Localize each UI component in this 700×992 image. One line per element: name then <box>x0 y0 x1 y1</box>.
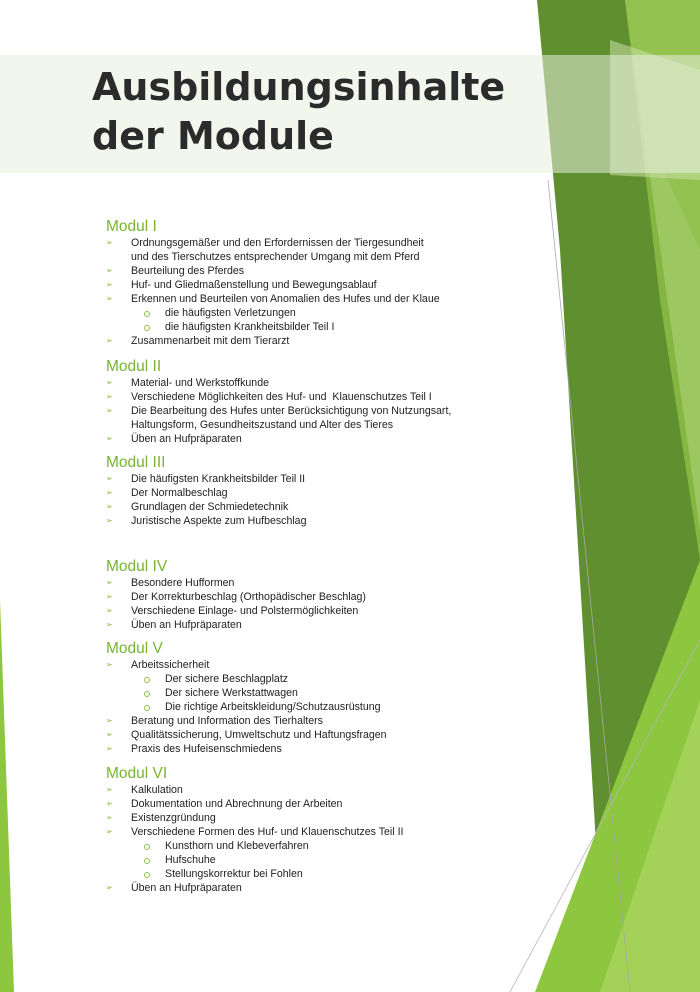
item-text: Erkennen und Beurteilen von Anomalien des Hufes und der Klaue <box>131 293 440 305</box>
module-heading: Modul IV <box>106 558 168 575</box>
item-text: Praxis des Hufeisenschmiedens <box>131 743 282 755</box>
subitem-text: die häufigsten Krankheitsbilder Teil I <box>165 321 335 333</box>
module-1 <box>106 218 526 348</box>
arrow-bullet-icon: ➢ <box>106 280 113 289</box>
arrow-bullet-icon: ➢ <box>106 516 113 525</box>
arrow-bullet-icon: ➢ <box>106 474 113 483</box>
list-item <box>106 486 526 500</box>
sub-list-item <box>131 839 526 853</box>
list-item <box>106 390 526 404</box>
list-item <box>106 334 526 348</box>
circle-bullet-icon <box>144 705 150 711</box>
module-3 <box>106 454 526 528</box>
arrow-bullet-icon: ➢ <box>106 716 113 725</box>
subitem-text: Stellungskorrektur bei Fohlen <box>165 868 303 880</box>
sub-list-item <box>131 853 526 867</box>
item-text: Die häufigsten Krankheitsbilder Teil II <box>131 473 306 485</box>
item-text: Verschiedene Formen des Huf- und Klauenschutzes Teil II <box>131 826 404 838</box>
list-item <box>106 783 526 797</box>
sub-list-item <box>131 700 526 714</box>
page-title-line-2: der Module <box>92 114 334 158</box>
item-text: Der Normalbeschlag <box>131 487 228 499</box>
list-item <box>106 811 526 825</box>
module-2 <box>106 358 526 446</box>
arrow-bullet-icon: ➢ <box>106 606 113 615</box>
sub-list-item <box>131 306 526 320</box>
list-item <box>106 658 526 714</box>
arrow-bullet-icon: ➢ <box>106 785 113 794</box>
list-item <box>106 590 526 604</box>
arrow-bullet-icon: ➢ <box>106 660 113 669</box>
module-heading: Modul III <box>106 454 166 471</box>
item-text: Material- und Werkstoffkunde <box>131 377 269 389</box>
list-item <box>106 728 526 742</box>
module-5 <box>106 640 526 756</box>
item-text: Üben an Hufpräparaten <box>131 433 242 445</box>
arrow-bullet-icon: ➢ <box>106 502 113 511</box>
circle-bullet-icon <box>144 691 150 697</box>
arrow-bullet-icon: ➢ <box>106 827 113 836</box>
circle-bullet-icon <box>144 311 150 317</box>
list-item <box>106 236 526 264</box>
item-text: Dokumentation und Abrechnung der Arbeiten <box>131 798 343 810</box>
arrow-bullet-icon: ➢ <box>106 730 113 739</box>
list-item <box>106 500 526 514</box>
sub-list-item <box>131 672 526 686</box>
arrow-bullet-icon: ➢ <box>106 813 113 822</box>
item-text: Haltungsform, Gesundheitszustand und Alter des Tieres <box>131 419 394 431</box>
arrow-bullet-icon: ➢ <box>106 592 113 601</box>
module-4 <box>106 558 526 632</box>
module-6 <box>106 765 526 895</box>
item-text: Existenzgründung <box>131 812 216 824</box>
list-item <box>106 576 526 590</box>
module-heading: Modul V <box>106 640 163 657</box>
list-item <box>106 618 526 632</box>
list-item <box>106 881 526 895</box>
item-text: Kalkulation <box>131 784 183 796</box>
arrow-bullet-icon: ➢ <box>106 392 113 401</box>
item-text: Beurteilung des Pferdes <box>131 265 245 277</box>
subitem-text: Der sichere Beschlagplatz <box>165 673 289 685</box>
facet-left-edge <box>0 600 14 992</box>
list-item <box>106 514 526 528</box>
sub-list-item <box>131 320 526 334</box>
arrow-bullet-icon: ➢ <box>106 883 113 892</box>
list-item <box>106 264 526 278</box>
list-item <box>106 825 526 881</box>
item-text: Qualitätssicherung, Umweltschutz und Haftungsfragen <box>131 729 387 741</box>
item-text: Besondere Hufformen <box>131 577 235 589</box>
sub-list-item <box>131 686 526 700</box>
list-item <box>106 714 526 728</box>
module-heading: Modul I <box>106 218 157 235</box>
list-item <box>106 292 526 334</box>
arrow-bullet-icon: ➢ <box>106 488 113 497</box>
list-item <box>106 376 526 390</box>
arrow-bullet-icon: ➢ <box>106 620 113 629</box>
list-item <box>106 432 526 446</box>
page-title <box>92 63 505 161</box>
item-text: Grundlagen der Schmiedetechnik <box>131 501 289 513</box>
subitem-text: die häufigsten Verletzungen <box>165 307 296 319</box>
circle-bullet-icon <box>144 872 150 878</box>
item-text: und des Tierschutzes entsprechender Umgang mit dem Pferd <box>131 251 420 263</box>
arrow-bullet-icon: ➢ <box>106 799 113 808</box>
module-list <box>106 218 526 895</box>
subitem-text: Der sichere Werkstattwagen <box>165 687 298 699</box>
arrow-bullet-icon: ➢ <box>106 378 113 387</box>
subitem-text: Die richtige Arbeitskleidung/Schutzausrüstung <box>165 701 381 713</box>
arrow-bullet-icon: ➢ <box>106 266 113 275</box>
item-text: Arbeitssicherheit <box>131 659 210 671</box>
circle-bullet-icon <box>144 325 150 331</box>
module-heading: Modul II <box>106 358 162 375</box>
arrow-bullet-icon: ➢ <box>106 294 113 303</box>
circle-bullet-icon <box>144 844 150 850</box>
item-text: Die Bearbeitung des Hufes unter Berücksichtigung von Nutzungsart, <box>131 405 452 417</box>
list-item <box>106 797 526 811</box>
subitem-text: Hufschuhe <box>165 854 216 866</box>
circle-bullet-icon <box>144 677 150 683</box>
item-text: Verschiedene Einlage- und Polstermöglichkeiten <box>131 605 359 617</box>
item-text: Üben an Hufpräparaten <box>131 882 242 894</box>
item-text: Juristische Aspekte zum Hufbeschlag <box>131 515 307 527</box>
item-text: Beratung und Information des Tierhalters <box>131 715 323 727</box>
arrow-bullet-icon: ➢ <box>106 336 113 345</box>
item-text: Huf- und Gliedmaßenstellung und Bewegungsablauf <box>131 279 377 291</box>
item-text: Üben an Hufpräparaten <box>131 619 242 631</box>
arrow-bullet-icon: ➢ <box>106 434 113 443</box>
list-item <box>106 472 526 486</box>
arrow-bullet-icon: ➢ <box>106 406 113 415</box>
item-text: Der Korrekturbeschlag (Orthopädischer Beschlag) <box>131 591 366 603</box>
item-text: Verschiedene Möglichkeiten des Huf- und Klauenschutzes Teil I <box>131 391 432 403</box>
subitem-text: Kunsthorn und Klebeverfahren <box>165 840 309 852</box>
module-heading: Modul VI <box>106 765 168 782</box>
list-item <box>106 404 526 432</box>
list-item <box>106 604 526 618</box>
sub-list-item <box>131 867 526 881</box>
arrow-bullet-icon: ➢ <box>106 238 113 247</box>
page-title-line-1: Ausbildungsinhalte <box>92 65 506 109</box>
arrow-bullet-icon: ➢ <box>106 578 113 587</box>
arrow-bullet-icon: ➢ <box>106 744 113 753</box>
item-text: Zusammenarbeit mit dem Tierarzt <box>131 335 290 347</box>
circle-bullet-icon <box>144 858 150 864</box>
list-item <box>106 742 526 756</box>
item-text: Ordnungsgemäßer und den Erfordernissen der Tiergesundheit <box>131 237 424 249</box>
list-item <box>106 278 526 292</box>
